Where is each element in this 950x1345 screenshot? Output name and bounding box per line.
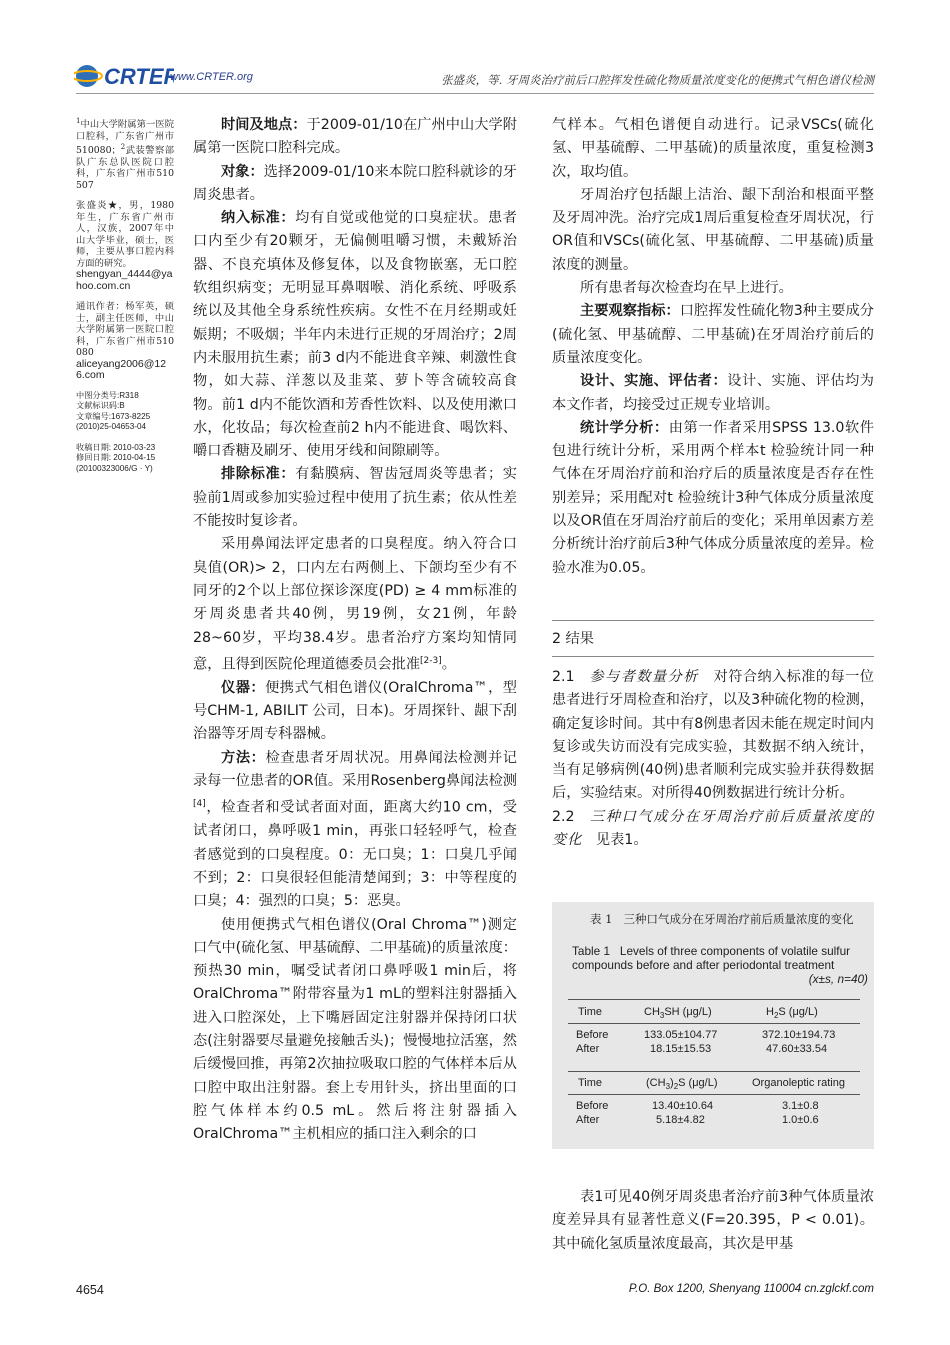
table-cell: Before	[576, 1100, 609, 1112]
table-rule	[568, 1023, 860, 1024]
design-paragraph: 设计、实施、评估者：设计、实施、评估均为本文作者，均接受过正规专业培训。	[552, 373, 874, 413]
table-rule	[568, 999, 860, 1000]
journal-logo	[74, 60, 174, 92]
table-cell: After	[576, 1114, 600, 1126]
chroma-paragraph: 使用便携式气相色谱仪(Oral Chroma™)测定口气中(硫化氢、甲基硫醇、二甲基硫)的质量浓度：预热30 min，嘱受试者闭口鼻呼吸1 min后，将OralChroma™附带容量为1 mL的塑料注射器插入进入口腔深处，上下嘴唇固定注射器并保持闭口状态(注射器要尽量避免接触舌头)；慢慢地拉活塞，然后缓慢回推，再第2次抽拉吸取口腔的气体样本后从口腔中取出注射器。套上专用针头，挤出里面的口腔气体样本约0.5 mL。然后将注射器插入OralChroma™主机相应的插口注入剩余的口	[193, 916, 517, 1143]
table-rule	[568, 1094, 860, 1095]
column-left	[193, 114, 517, 1147]
journal-address: P.O. Box 1200, Shenyang 110004 cn.zglckf.com	[628, 1283, 874, 1295]
sample-continued: 气样本。气相色谱便自动进行。记录VSCs(硫化氢、甲基硫醇、二甲基硫)的质量浓度，重复检测3次，取均值。	[552, 117, 874, 180]
page-number: 4654	[76, 1283, 104, 1297]
table-cell: After	[576, 1043, 600, 1055]
affiliation: $^1$中山大学附属第一医院口腔科，广东省广州市510080；$^2$武装警察部队广东总队医院口腔科，广东省广州市510507	[76, 117, 174, 191]
table-header-time: Time	[578, 1006, 603, 1018]
sidebar	[76, 116, 174, 484]
table-header-ch32s: $(CH_3)_2S$ (μg/L)	[646, 1077, 718, 1092]
site-url: www.CRTER.org	[170, 71, 253, 83]
exclusion-criteria: 排除标准：有黏膜病、智齿冠周炎等患者；实验前1周或参加实验过程中使用了抗生素；依从性差不能按时复诊者。	[193, 466, 517, 530]
table-caption-en: Table 1 Levels of three components of volatile sulfur compounds before and after periodontal treatment (x±s, n=40)	[572, 944, 868, 986]
table-rule	[568, 1071, 860, 1072]
table-caption-cn: 表 1 三种口气成分在牙周治疗前后质量浓度的变化	[590, 912, 854, 926]
instruments: 仪器：便携式气相色谱仪(OralChroma™，型号CHM-1, ABILIT 公司，日本)。牙周探针、龈下刮治器等牙周专科器械。	[193, 679, 517, 743]
header-divider	[76, 93, 874, 94]
table-discussion	[552, 1186, 874, 1256]
table-header-h2s: $H_2S$ (μg/L)	[766, 1006, 818, 1021]
table-cell: 1.0±0.6	[782, 1114, 819, 1126]
table-cell: 47.60±33.54	[766, 1043, 828, 1055]
classification-meta: 中图分类号:R318 文献标识码:B 文章编号:1673-8225 (2010)25-04653-04	[76, 390, 151, 432]
subsection-2-1: 2.1 参与者数量分析 对符合纳入标准的每一位患者进行牙周检查和治疗，以及3种硫化物的检测，确定复诊时间。其中有8例患者因未能在规定时间内复诊或失访而没有完成实验，其数据不纳入统计，当有足够病例(40例)患者顺利完成实验并获得数据后，实验结束。对所得40例数据进行统计分析。	[552, 669, 874, 802]
table-cell: 13.40±10.64	[652, 1100, 714, 1112]
subsection-2-2: 2.2 三种口气成分在牙周治疗前后质量浓度的变化 见表1。	[552, 808, 874, 849]
table-1	[552, 902, 874, 1149]
dates-meta: 收稿日期: 2010-03-23 修回日期: 2010-04-15 (20100323006/G · Y)	[76, 442, 156, 473]
section-title: 2 结果	[552, 631, 594, 647]
table-header-organoleptic: Organoleptic rating	[752, 1077, 845, 1089]
after-table-paragraph: 表1可见40例牙周炎患者治疗前3种气体质量浓度差异具有显著性意义(F=20.395，P < 0.01)。其中硫化氢质量浓度最高，其次是甲基	[552, 1189, 874, 1252]
observation-index: 主要观察指标：口腔挥发性硫化物3种主要成分(硫化氢、甲基硫醇、二甲基硫)在牙周治疗前后的质量浓度变化。	[552, 303, 874, 366]
table-header-ch3sh: $CH_3SH$ (μg/L)	[644, 1006, 712, 1021]
organoleptic-paragraph: 采用鼻闻法评定患者的口臭程度。纳入符合口臭值(OR)> 2，口内左右两侧上、下颌均至少有不同牙的2个以上部位探诊深度(PD) ≥ 4 mm标准的牙周炎患者共40例，男19例，女21例，年龄28~60岁，平均38.4岁。患者治疗方案均知情同意，且得到医院伦理道德委员会批准[2-3]。	[193, 536, 517, 673]
morning-paragraph: 所有患者每次检查均在早上进行。	[580, 280, 793, 297]
running-title: 张盛炎，等. 牙周炎治疗前后口腔挥发性硫化物质量浓度变化的便携式气相色谱仪检测	[441, 73, 874, 87]
statistics-paragraph: 统计学分析：由第一作者采用SPSS 13.0软件包进行统计分析，采用两个样本t 检验统计同一种气体在牙周治疗前和治疗后的质量浓度是否存在性别差异；采用配对t 检验统计3种气体成分质量浓度以及OR值在牙周治疗前后的变化；采用单因素方差分析统计治疗前后3种气体成分质量浓度的差异。检验水准为0.05。	[552, 419, 874, 576]
results-section	[552, 620, 874, 852]
table-cell: 133.05±104.77	[644, 1029, 718, 1041]
table-cell: 18.15±15.53	[650, 1043, 712, 1055]
table-cell: Before	[576, 1029, 609, 1041]
table-cell: 372.10±194.73	[762, 1029, 836, 1041]
table-header-time: Time	[578, 1077, 603, 1089]
time-place: 时间及地点：于2009-01/10在广州中山大学附属第一医院口腔科完成。	[193, 117, 517, 157]
inclusion-criteria: 纳入标准：均有自觉或他觉的口臭症状。患者口内至少有20颗牙，无偏侧咀嚼习惯，未戴矫治器、不良充填体及修复体，以及食物嵌塞，无口腔软组织病变；无明显耳鼻咽喉、消化系统、呼吸系统以及其他全身系统性疾病。女性不在月经期或妊娠期；不吸烟；半年内未进行正规的牙周治疗；2周内未服用抗生素；前3 d内不能进食辛辣、刺激性食物，如大蒜、洋葱以及韭菜、萝卜等含硫较高食物。前1 d内不能饮酒和芳香性饮料、以及使用漱口水，化妆品；每次检查前2 h内不能进食、喝饮料、嚼口香糖及刷牙、使用牙线和间隙刷等。	[193, 210, 517, 460]
treatment-paragraph: 牙周治疗包括龈上洁治、龈下刮治和根面平整及牙周冲洗。治疗完成1周后重复检查牙周状况，行OR值和VSCs(硫化氢、甲基硫醇、二甲基硫)质量浓度的测量。	[552, 186, 874, 273]
results-body	[552, 657, 874, 852]
column-right	[552, 114, 874, 580]
svg-text:CRTER: CRTER	[104, 64, 174, 89]
author-bio: 张盛炎★，男，1980年生，广东省广州市人，汉族，2007年中山大学毕业，硕士，医师，主要从事口腔内科方面的研究。 shengyan_4444@yahoo.com.cn	[76, 200, 174, 292]
corresponding-author: 通讯作者：杨军英，硕士，副主任医师，中山大学附属第一医院口腔科，广东省广州市510080 aliceyang2006@126.com	[76, 301, 174, 382]
methods: 方法：检查患者牙周状况。用鼻闻法检测并记录每一位患者的OR值。采用Rosenberg鼻闻法检测[4]，检查者和受试者面对面，距离大约10 cm，受试者闭口，鼻呼吸1 min，再张口轻轻呼气，检查者感觉到的口臭程度。0：无口臭；1：口臭几乎闻不到；2：口臭很轻但能清楚闻到；3：中等程度的口臭；4：强烈的口臭；5：恶臭。	[193, 749, 517, 910]
table-cell: 3.1±0.8	[782, 1100, 819, 1112]
subjects: 对象：选择2009-01/10来本院口腔科就诊的牙周炎患者。	[193, 163, 517, 203]
table-cell: 5.18±4.82	[656, 1114, 705, 1126]
